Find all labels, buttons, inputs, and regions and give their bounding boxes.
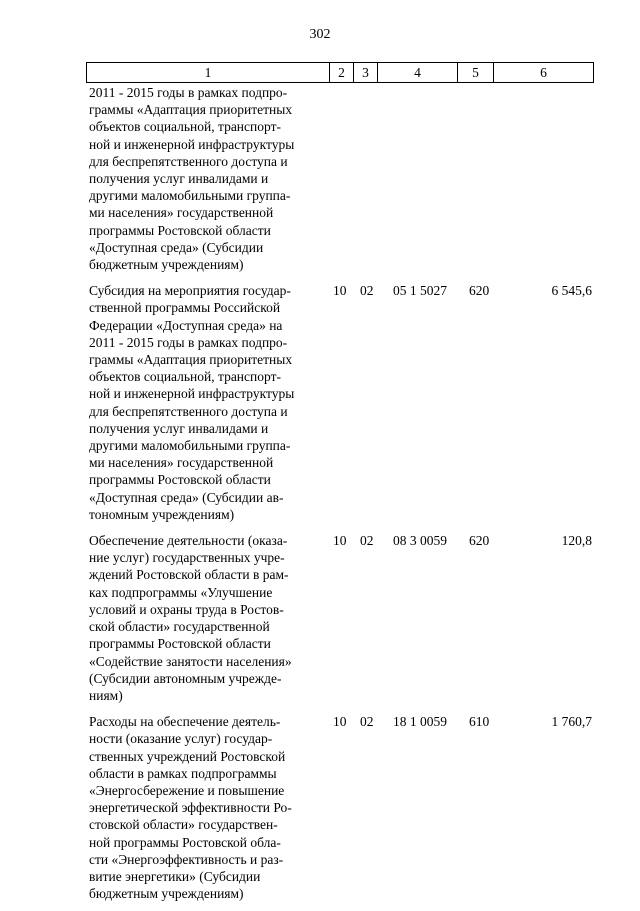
table-row (0, 532, 640, 704)
table-body (0, 84, 640, 911)
header-col-3: 3 (354, 63, 378, 82)
table-row (0, 713, 640, 902)
header-col-2: 2 (330, 63, 354, 82)
row-description: 2011 - 2015 годы в рамках подпро- граммы «Адаптация приоритетных объектов социальной, транспорт- ной и инженерной инфраструктуры для беспрепятственного доступа и получения услуг инвалидами и другими маломобильными группа- ми населения» государственной программы Ростовской области «Доступная среда» (Субсидии бюджетным учреждениям) (89, 85, 295, 273)
row-target-article: 08 3 0059 (393, 533, 447, 549)
page-number: 302 (309, 27, 331, 42)
row-amount: 120,8 (561, 533, 592, 549)
row-expense-type: 620 (469, 283, 490, 299)
row-amount: 1 760,7 (551, 714, 592, 730)
header-col-5: 5 (458, 63, 494, 82)
row-section: 10 (333, 533, 347, 549)
row-section: 10 (333, 283, 347, 299)
table-row (0, 84, 640, 273)
row-description: Расходы на обеспечение деятель- ности (оказание услуг) государ- ственных учреждений Ростовской области в рамках подпрограммы «Энергосбережение и повышение энергетической эффективности Ро- стовской области» государствен- ной программы Ростовской обла- сти «Энергоэффективность и раз- витие энергетики» (Субсидии бюджетным учреждениям) (89, 714, 292, 902)
row-description: Субсидия на мероприятия государ- ственной программы Российской Федерации «Доступная среда» на 2011 - 2015 годы в рамках подпро- граммы «Адаптация приоритетных объектов социальной, транспорт- ной и инженерной инфраструктуры для беспрепятственного доступа и получения услуг инвалидами и другими маломобильными группа- ми населения» государственной программы Ростовской области «Доступная среда» (Субсидии ав- тономным учреждениям) (89, 283, 295, 522)
row-subsection: 02 (360, 714, 374, 730)
row-subsection: 02 (360, 533, 374, 549)
row-section: 10 (333, 714, 347, 730)
row-expense-type: 620 (469, 533, 490, 549)
row-subsection: 02 (360, 283, 374, 299)
header-col-6: 6 (540, 65, 547, 80)
row-amount: 6 545,6 (551, 283, 592, 299)
table-header (86, 62, 594, 83)
row-target-article: 18 1 0059 (393, 714, 447, 730)
header-col-1: 1 (87, 63, 330, 82)
header-col-4: 4 (378, 63, 458, 82)
row-expense-type: 610 (469, 714, 490, 730)
row-target-article: 05 1 5027 (393, 283, 447, 299)
table-row (0, 282, 640, 523)
row-description: Обеспечение деятельности (оказа- ние услуг) государственных учре- ждений Ростовской области в рам- ках подпрограммы «Улучшение условий и охраны труда в Ростов- ской области» государственной программы Ростовской области «Содействие занятости населения» (Субсидии автономным учрежде- ниям) (89, 533, 292, 703)
